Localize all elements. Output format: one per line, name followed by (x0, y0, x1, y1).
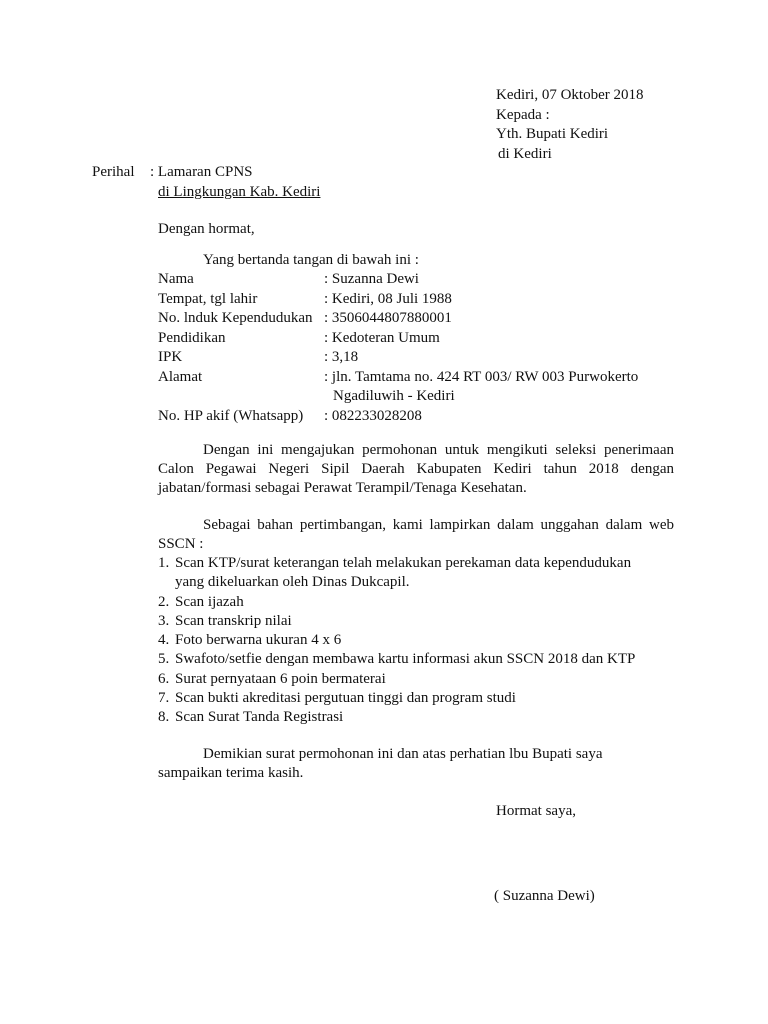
list-item (158, 593, 688, 612)
greeting: Dengan hormat, (158, 221, 255, 237)
recipient: Yth. Bupati Kediri (496, 126, 609, 142)
list-text: Surat pernyataan 6 poin bermaterai (175, 670, 386, 687)
list-number: 7. (158, 690, 170, 707)
paragraph-line: Sebagai bahan pertimbangan, kami lampirkan dalam unggahan dalam web (203, 517, 674, 533)
intro-text: Yang bertanda tangan di bawah ini : (203, 252, 419, 268)
subject-line-2: di Lingkungan Kab. Kediri (158, 184, 321, 200)
paragraph-line: jabatan/formasi sebagai Perawat Terampil/Tenaga Kesehatan. (158, 480, 527, 496)
list-text: Foto berwarna ukuran 4 x 6 (175, 632, 342, 649)
list-item (158, 612, 688, 631)
list-number: 2. (158, 593, 170, 610)
identity-value: : 082233028208 (324, 407, 422, 424)
attachment-list (158, 554, 688, 728)
identity-label: IPK (158, 349, 183, 366)
list-item (158, 708, 688, 727)
identity-value-continued: Ngadiluwih - Kediri (333, 387, 455, 404)
to-label: Kepada : (496, 106, 550, 123)
list-text: Scan Surat Tanda Registrasi (175, 709, 344, 726)
subject-label: Perihal (92, 164, 135, 180)
identity-value: : 3506044807880001 (324, 310, 452, 327)
list-text: Swafoto/setfie dengan membawa kartu informasi akun SSCN 2018 dan KTP (175, 651, 636, 668)
attachment-intro-paragraph (158, 516, 674, 554)
list-item (158, 650, 688, 669)
paragraph-line: Calon Pegawai Negeri Sipil Daerah Kabupaten Kediri tahun 2018 dengan (158, 461, 674, 477)
signoff: Hormat saya, (496, 803, 576, 819)
identity-value: : Suzanna Dewi (324, 271, 419, 287)
subject-line-1: : Lamaran CPNS (150, 164, 253, 180)
list-text: Scan ijazah (175, 593, 244, 610)
paragraph-line: Dengan ini mengajukan permohonan untuk mengikuti seleksi penerimaan (203, 442, 674, 458)
identity-value: : jln. Tamtama no. 424 RT 003/ RW 003 Purwokerto (324, 368, 639, 385)
list-text: Scan KTP/surat keterangan telah melakukan perekaman data kependudukan (175, 555, 632, 571)
place-date: Kediri, 07 Oktober 2018 (496, 87, 644, 103)
list-number: 6. (158, 670, 170, 687)
list-item (158, 689, 688, 708)
paragraph-line: SSCN : (158, 536, 204, 552)
list-item (158, 670, 688, 689)
identity-label: No. lnduk Kependudukan (158, 310, 313, 327)
letter-header (496, 86, 643, 164)
closing-paragraph (158, 745, 678, 783)
identity-value: : Kedoteran Umum (324, 329, 440, 346)
identity-label: Tempat, tgl lahir (158, 290, 258, 307)
list-number: 4. (158, 632, 170, 649)
application-paragraph (158, 441, 674, 498)
list-number: 1. (158, 555, 170, 571)
list-number: 8. (158, 709, 170, 726)
list-text: Scan bukti akreditasi pergutuan tinggi dan program studi (175, 690, 516, 707)
identity-label: Nama (158, 271, 194, 287)
identity-value: : 3,18 (324, 349, 359, 366)
identity-label: No. HP akif (Whatsapp) (158, 407, 304, 424)
identity-label: Alamat (158, 368, 203, 385)
identity-label: Pendidikan (158, 329, 226, 346)
recipient-location: di Kediri (498, 145, 552, 162)
list-text: Scan transkrip nilai (175, 612, 292, 629)
list-text-continued: yang dikeluarkan oleh Dinas Dukcapil. (175, 574, 410, 590)
list-number: 5. (158, 651, 170, 668)
signature-name: ( Suzanna Dewi) (494, 888, 595, 904)
paragraph-line: Demikian surat permohonan ini dan atas perhatian lbu Bupati saya (203, 746, 603, 762)
list-item (158, 631, 688, 650)
paragraph-line: sampaikan terima kasih. (158, 765, 304, 781)
list-item (158, 554, 688, 593)
identity-value: : Kediri, 08 Juli 1988 (324, 290, 452, 307)
list-number: 3. (158, 612, 170, 629)
